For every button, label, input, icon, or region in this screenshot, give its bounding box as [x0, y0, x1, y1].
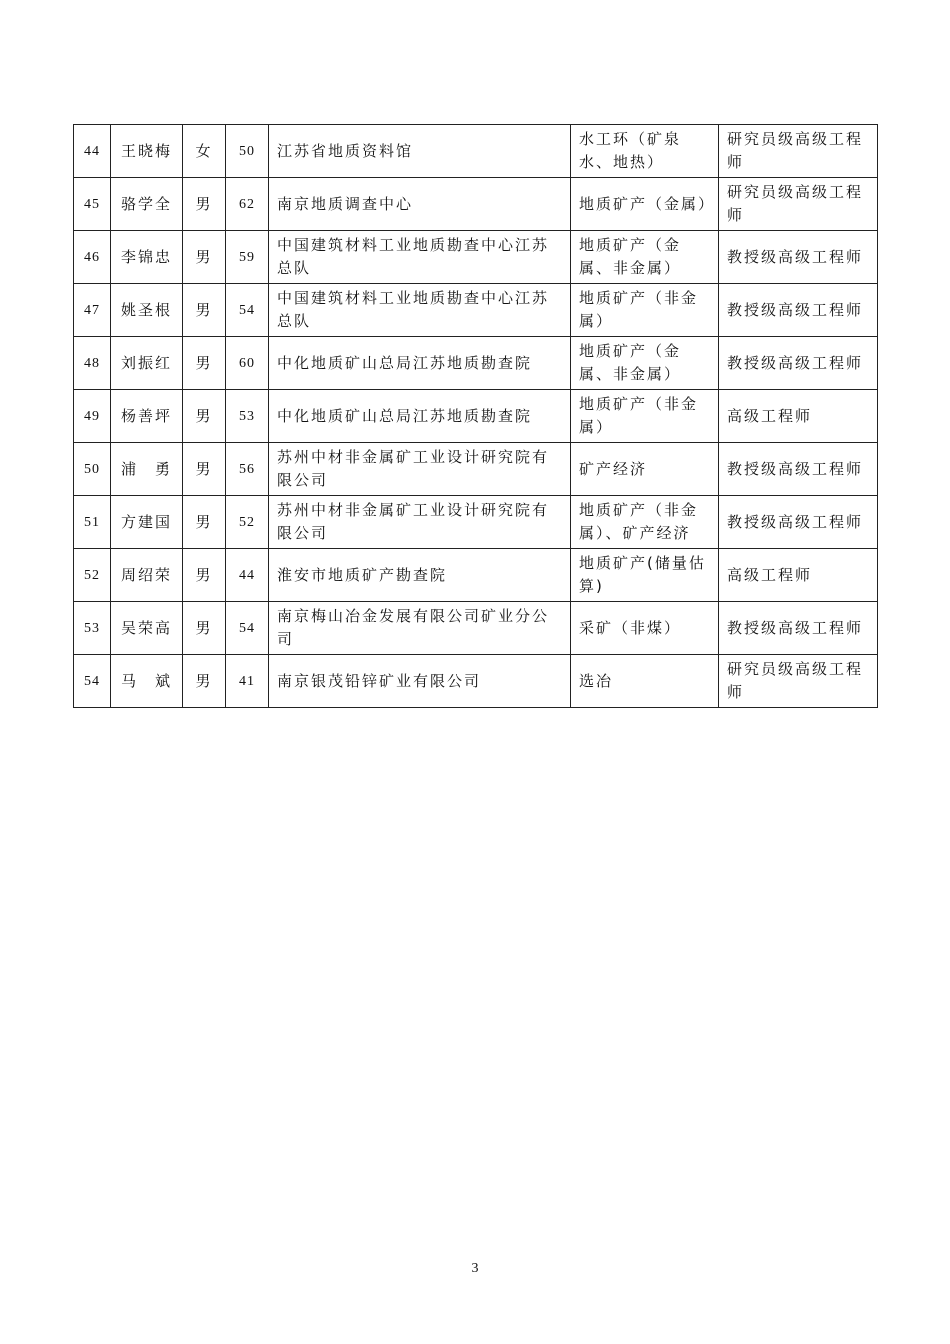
specialty-cell: 地质矿产（非金属） [571, 284, 719, 337]
employer-cell: 苏州中材非金属矿工业设计研究院有限公司 [269, 496, 571, 549]
gender-cell: 男 [183, 337, 226, 390]
age-cell: 52 [226, 496, 269, 549]
name-cell: 骆学全 [111, 178, 183, 231]
specialty-cell: 采矿（非煤） [571, 602, 719, 655]
row-number-cell: 46 [74, 231, 111, 284]
table-row [74, 125, 878, 178]
employer-cell: 淮安市地质矿产勘查院 [269, 549, 571, 602]
table-row [74, 655, 878, 708]
table-row [74, 602, 878, 655]
gender-cell: 男 [183, 390, 226, 443]
employer-cell: 南京地质调查中心 [269, 178, 571, 231]
row-number-cell: 44 [74, 125, 111, 178]
row-number-cell: 52 [74, 549, 111, 602]
employer-cell: 中化地质矿山总局江苏地质勘查院 [269, 390, 571, 443]
table-row [74, 337, 878, 390]
specialty-cell: 选冶 [571, 655, 719, 708]
row-number-cell: 47 [74, 284, 111, 337]
gender-cell: 男 [183, 284, 226, 337]
gender-cell: 男 [183, 443, 226, 496]
name-cell: 姚圣根 [111, 284, 183, 337]
age-cell: 54 [226, 284, 269, 337]
page-number: 3 [471, 1261, 479, 1276]
age-cell: 62 [226, 178, 269, 231]
professional-title-cell: 教授级高级工程师 [719, 602, 878, 655]
gender-cell: 男 [183, 231, 226, 284]
row-number-cell: 51 [74, 496, 111, 549]
age-cell: 59 [226, 231, 269, 284]
age-cell: 44 [226, 549, 269, 602]
gender-cell: 女 [183, 125, 226, 178]
specialty-cell: 水工环（矿泉水、地热） [571, 125, 719, 178]
professional-title-cell: 研究员级高级工程师 [719, 178, 878, 231]
professional-title-cell: 研究员级高级工程师 [719, 125, 878, 178]
specialty-cell: 地质矿产（非金属）、矿产经济 [571, 496, 719, 549]
name-cell: 马 斌 [111, 655, 183, 708]
gender-cell: 男 [183, 496, 226, 549]
gender-cell: 男 [183, 549, 226, 602]
professional-title-cell: 研究员级高级工程师 [719, 655, 878, 708]
name-cell: 杨善坪 [111, 390, 183, 443]
employer-cell: 苏州中材非金属矿工业设计研究院有限公司 [269, 443, 571, 496]
table-row [74, 390, 878, 443]
table-row [74, 284, 878, 337]
table-row [74, 443, 878, 496]
professional-title-cell: 教授级高级工程师 [719, 284, 878, 337]
row-number-cell: 48 [74, 337, 111, 390]
name-cell: 刘振红 [111, 337, 183, 390]
row-number-cell: 45 [74, 178, 111, 231]
row-number-cell: 53 [74, 602, 111, 655]
row-number-cell: 50 [74, 443, 111, 496]
gender-cell: 男 [183, 655, 226, 708]
table-row [74, 231, 878, 284]
specialty-cell: 地质矿产（金属） [571, 178, 719, 231]
table-body [74, 125, 878, 708]
table-row [74, 549, 878, 602]
employer-cell: 中国建筑材料工业地质勘查中心江苏总队 [269, 231, 571, 284]
age-cell: 41 [226, 655, 269, 708]
table-row [74, 496, 878, 549]
name-cell: 方建国 [111, 496, 183, 549]
row-number-cell: 54 [74, 655, 111, 708]
specialty-cell: 地质矿产（非金属） [571, 390, 719, 443]
age-cell: 60 [226, 337, 269, 390]
row-number-cell: 49 [74, 390, 111, 443]
professional-title-cell: 教授级高级工程师 [719, 337, 878, 390]
employer-cell: 中化地质矿山总局江苏地质勘查院 [269, 337, 571, 390]
expert-roster-table [73, 124, 878, 708]
specialty-cell: 地质矿产(储量估算) [571, 549, 719, 602]
name-cell: 吴荣高 [111, 602, 183, 655]
age-cell: 50 [226, 125, 269, 178]
professional-title-cell: 高级工程师 [719, 390, 878, 443]
gender-cell: 男 [183, 602, 226, 655]
specialty-cell: 地质矿产（金属、非金属） [571, 337, 719, 390]
professional-title-cell: 教授级高级工程师 [719, 231, 878, 284]
specialty-cell: 地质矿产（金属、非金属） [571, 231, 719, 284]
age-cell: 54 [226, 602, 269, 655]
professional-title-cell: 高级工程师 [719, 549, 878, 602]
employer-cell: 南京梅山冶金发展有限公司矿业分公司 [269, 602, 571, 655]
table-row [74, 178, 878, 231]
name-cell: 李锦忠 [111, 231, 183, 284]
specialty-cell: 矿产经济 [571, 443, 719, 496]
professional-title-cell: 教授级高级工程师 [719, 496, 878, 549]
gender-cell: 男 [183, 178, 226, 231]
professional-title-cell: 教授级高级工程师 [719, 443, 878, 496]
age-cell: 53 [226, 390, 269, 443]
name-cell: 周绍荣 [111, 549, 183, 602]
name-cell: 王晓梅 [111, 125, 183, 178]
name-cell: 浦 勇 [111, 443, 183, 496]
age-cell: 56 [226, 443, 269, 496]
employer-cell: 南京银茂铅锌矿业有限公司 [269, 655, 571, 708]
employer-cell: 江苏省地质资料馆 [269, 125, 571, 178]
employer-cell: 中国建筑材料工业地质勘查中心江苏总队 [269, 284, 571, 337]
